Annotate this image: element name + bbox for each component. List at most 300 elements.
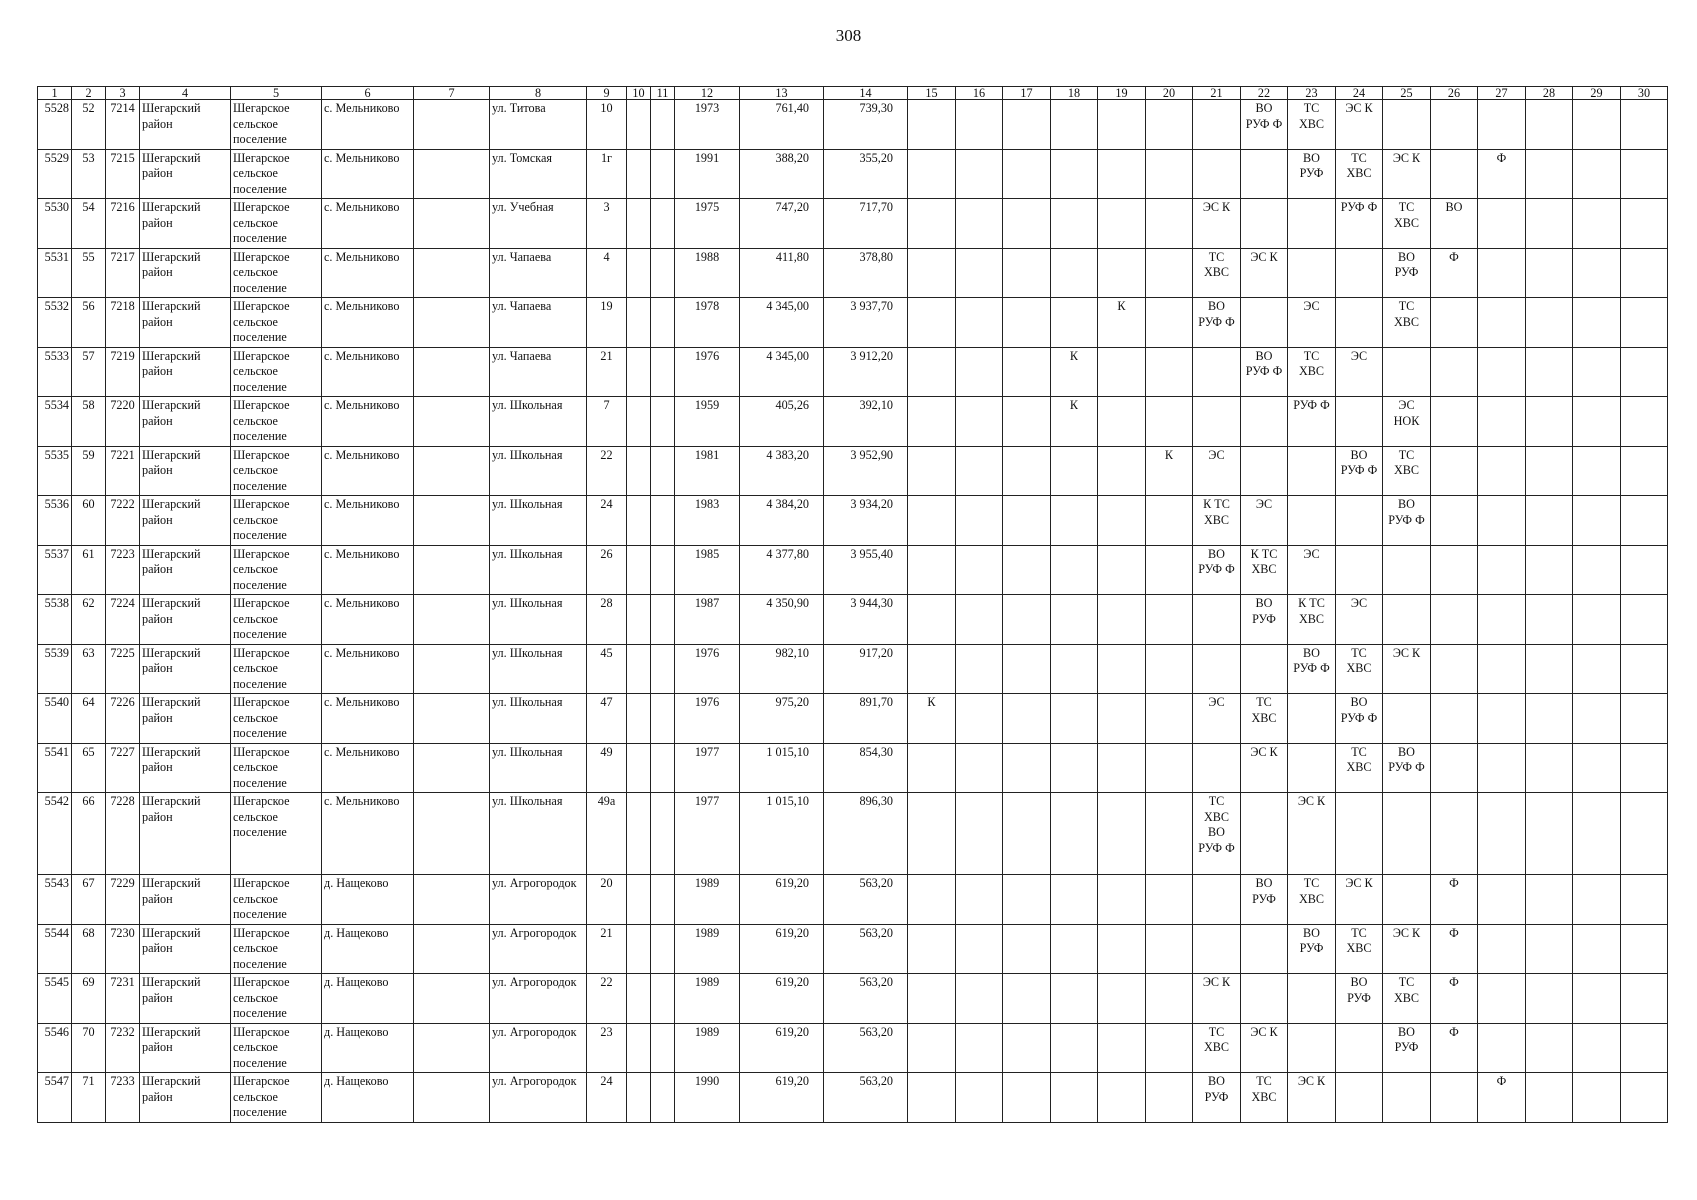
table-cell (651, 100, 675, 150)
table-cell (1051, 298, 1098, 348)
table-cell: ул. Учебная (490, 199, 587, 249)
table-cell: ВО РУФ Ф (1383, 496, 1431, 546)
table-cell: ВО РУФ (1193, 1073, 1241, 1123)
table-row (38, 875, 1668, 925)
table-cell (1146, 974, 1193, 1024)
table-cell: Шегарский район (140, 1073, 231, 1123)
column-header: 19 (1098, 87, 1146, 100)
table-cell: 7217 (106, 248, 140, 298)
table-cell: Шегарский район (140, 694, 231, 744)
table-cell: 1 015,10 (740, 793, 824, 875)
table-cell (1431, 149, 1478, 199)
table-cell (1621, 149, 1668, 199)
table-cell: К ТС ХВС (1193, 496, 1241, 546)
table-cell (1193, 644, 1241, 694)
table-cell (1526, 496, 1573, 546)
table-cell (1621, 595, 1668, 645)
column-header: 16 (956, 87, 1003, 100)
table-cell (956, 397, 1003, 447)
table-cell (1146, 1073, 1193, 1123)
table-cell (1003, 694, 1051, 744)
table-cell: 7233 (106, 1073, 140, 1123)
table-cell: 1989 (675, 924, 740, 974)
table-cell (1573, 298, 1621, 348)
table-cell: д. Нащеково (322, 1023, 414, 1073)
table-cell: 4 383,20 (740, 446, 824, 496)
table-cell (1478, 298, 1526, 348)
table-cell (908, 149, 956, 199)
table-cell (1003, 347, 1051, 397)
table-cell: 1959 (675, 397, 740, 447)
table-cell: 3 952,90 (824, 446, 908, 496)
table-cell: 378,80 (824, 248, 908, 298)
table-cell: ул. Томская (490, 149, 587, 199)
table-cell: 22 (587, 974, 627, 1024)
table-cell: ТС ХВС (1383, 974, 1431, 1024)
table-cell: 55 (72, 248, 106, 298)
table-row (38, 743, 1668, 793)
table-cell (956, 149, 1003, 199)
table-cell: с. Мельниково (322, 496, 414, 546)
table-cell (1526, 595, 1573, 645)
table-cell: с. Мельниково (322, 149, 414, 199)
table-cell: Шегарское сельское поселение (231, 793, 322, 875)
table-cell: с. Мельниково (322, 694, 414, 744)
table-cell (1478, 644, 1526, 694)
column-header: 11 (651, 87, 675, 100)
table-cell (1573, 397, 1621, 447)
table-row (38, 924, 1668, 974)
table-cell (1621, 1073, 1668, 1123)
table-cell: 5541 (38, 743, 72, 793)
table-cell: 71 (72, 1073, 106, 1123)
table-cell: Шегарское сельское поселение (231, 397, 322, 447)
table-cell (1146, 347, 1193, 397)
table-row (38, 1023, 1668, 1073)
table-cell: Шегарский район (140, 924, 231, 974)
table-cell: 4 377,80 (740, 545, 824, 595)
table-cell: 1978 (675, 298, 740, 348)
table-cell (1146, 694, 1193, 744)
table-cell: 563,20 (824, 1073, 908, 1123)
column-header: 28 (1526, 87, 1573, 100)
table-cell (414, 100, 490, 150)
table-cell (1241, 793, 1288, 875)
table-cell (1573, 595, 1621, 645)
table-cell (1051, 100, 1098, 150)
table-row (38, 974, 1668, 1024)
table-cell (956, 100, 1003, 150)
table-cell: ТС ХВС (1241, 694, 1288, 744)
table-cell: с. Мельниково (322, 545, 414, 595)
table-cell (1621, 924, 1668, 974)
table-cell: Ф (1478, 149, 1526, 199)
table-cell: 1989 (675, 875, 740, 925)
table-cell (651, 298, 675, 348)
table-cell: ТС ХВС (1336, 644, 1383, 694)
table-cell (1098, 545, 1146, 595)
table-cell: с. Мельниково (322, 446, 414, 496)
table-cell: Шегарский район (140, 397, 231, 447)
table-cell: 7226 (106, 694, 140, 744)
table-cell (1241, 397, 1288, 447)
table-cell (956, 743, 1003, 793)
table-cell: 739,30 (824, 100, 908, 150)
table-cell: д. Нащеково (322, 875, 414, 925)
table-cell (627, 545, 651, 595)
table-cell: 5536 (38, 496, 72, 546)
table-cell (1573, 924, 1621, 974)
table-cell (1431, 694, 1478, 744)
table-cell (1098, 694, 1146, 744)
table-cell: ул. Агрогородок (490, 875, 587, 925)
table-cell: 7215 (106, 149, 140, 199)
table-cell: ул. Агрогородок (490, 924, 587, 974)
table-cell (1193, 875, 1241, 925)
table-cell: 7222 (106, 496, 140, 546)
table-cell: 7231 (106, 974, 140, 1024)
table-cell: 1988 (675, 248, 740, 298)
table-cell (1336, 1023, 1383, 1073)
table-cell (651, 248, 675, 298)
table-cell (627, 397, 651, 447)
column-header: 3 (106, 87, 140, 100)
table-cell: 61 (72, 545, 106, 595)
table-cell (1526, 149, 1573, 199)
table-cell: 49 (587, 743, 627, 793)
table-cell (414, 545, 490, 595)
table-cell: 563,20 (824, 974, 908, 1024)
table-row (38, 149, 1668, 199)
table-cell (908, 397, 956, 447)
table-cell: 619,20 (740, 924, 824, 974)
table-cell: 1991 (675, 149, 740, 199)
table-cell: ЭС К (1241, 248, 1288, 298)
table-cell: Шегарское сельское поселение (231, 446, 322, 496)
table-cell (908, 298, 956, 348)
column-header: 17 (1003, 87, 1051, 100)
table-row (38, 248, 1668, 298)
table-cell (1003, 793, 1051, 875)
table-cell: Шегарский район (140, 545, 231, 595)
table-cell (1098, 347, 1146, 397)
table-cell: 47 (587, 694, 627, 744)
table-cell (956, 248, 1003, 298)
table-cell: ТС ХВС ВО РУФ Ф (1193, 793, 1241, 875)
table-cell (1526, 100, 1573, 150)
table-cell (1573, 496, 1621, 546)
table-cell: 28 (587, 595, 627, 645)
table-cell (1431, 100, 1478, 150)
table-cell (1478, 694, 1526, 744)
table-cell (1003, 595, 1051, 645)
table-cell (627, 924, 651, 974)
table-cell: 52 (72, 100, 106, 150)
table-cell: Шегарское сельское поселение (231, 347, 322, 397)
table-cell (1288, 199, 1336, 249)
table-cell: 67 (72, 875, 106, 925)
table-cell: 1977 (675, 743, 740, 793)
table-cell (1526, 974, 1573, 1024)
table-cell: ул. Агрогородок (490, 1023, 587, 1073)
table-cell (1573, 644, 1621, 694)
table-cell: ул. Школьная (490, 644, 587, 694)
table-cell (1336, 1073, 1383, 1123)
table-cell (1526, 248, 1573, 298)
table-cell (1478, 397, 1526, 447)
table-cell: 7225 (106, 644, 140, 694)
table-cell (1573, 694, 1621, 744)
table-cell (1003, 924, 1051, 974)
table-cell (1288, 743, 1336, 793)
table-cell (1288, 446, 1336, 496)
table-cell: ВО РУФ (1383, 1023, 1431, 1073)
table-row (38, 694, 1668, 744)
table-cell (651, 644, 675, 694)
table-cell (1621, 248, 1668, 298)
table-cell (1573, 1023, 1621, 1073)
table-cell (627, 743, 651, 793)
table-cell: 619,20 (740, 875, 824, 925)
table-cell: 49а (587, 793, 627, 875)
table-cell: 747,20 (740, 199, 824, 249)
header-row (38, 87, 1668, 100)
table-cell: 5547 (38, 1073, 72, 1123)
table-cell: 1985 (675, 545, 740, 595)
table-cell (1383, 347, 1431, 397)
table-cell (414, 298, 490, 348)
table-cell: 7221 (106, 446, 140, 496)
table-cell (1146, 743, 1193, 793)
table-cell: 7229 (106, 875, 140, 925)
table-cell: 5538 (38, 595, 72, 645)
table-cell (1051, 1023, 1098, 1073)
table-row (38, 1073, 1668, 1123)
table-cell (908, 545, 956, 595)
table-cell (1098, 100, 1146, 150)
table-cell: Шегарский район (140, 496, 231, 546)
table-cell (908, 446, 956, 496)
table-cell: Шегарский район (140, 248, 231, 298)
table-cell (1003, 974, 1051, 1024)
table-cell: ЭС К (1336, 100, 1383, 150)
table-cell: ВО РУФ (1383, 248, 1431, 298)
table-cell (1573, 149, 1621, 199)
table-cell: с. Мельниково (322, 347, 414, 397)
table-cell: 23 (587, 1023, 627, 1073)
table-cell: ВО РУФ Ф (1288, 644, 1336, 694)
table-cell: 1977 (675, 793, 740, 875)
table-cell (1621, 1023, 1668, 1073)
table-cell (1003, 149, 1051, 199)
table-cell: 1981 (675, 446, 740, 496)
table-cell: ТС ХВС (1383, 298, 1431, 348)
table-cell (1288, 694, 1336, 744)
table-cell: ЭС (1336, 595, 1383, 645)
table-cell (414, 149, 490, 199)
table-cell: 7216 (106, 199, 140, 249)
table-cell: 3 937,70 (824, 298, 908, 348)
table-cell (1051, 743, 1098, 793)
table-cell (956, 875, 1003, 925)
table-cell: 388,20 (740, 149, 824, 199)
table-cell: РУФ Ф (1336, 199, 1383, 249)
table-cell (1098, 446, 1146, 496)
table-cell: ул. Чапаева (490, 298, 587, 348)
column-header: 23 (1288, 87, 1336, 100)
table-cell: ВО (1431, 199, 1478, 249)
table-cell: 1989 (675, 1023, 740, 1073)
table-cell (1383, 1073, 1431, 1123)
table-row (38, 100, 1668, 150)
table-cell (1431, 743, 1478, 793)
column-header: 7 (414, 87, 490, 100)
table-cell: 563,20 (824, 924, 908, 974)
table-cell (1003, 298, 1051, 348)
table-cell (1098, 924, 1146, 974)
table-cell: ул. Чапаева (490, 248, 587, 298)
table-cell (1193, 149, 1241, 199)
table-cell: 917,20 (824, 644, 908, 694)
column-header: 9 (587, 87, 627, 100)
table-cell: 4 (587, 248, 627, 298)
table-cell (651, 694, 675, 744)
table-cell: ТС ХВС (1288, 347, 1336, 397)
table-cell (1621, 743, 1668, 793)
table-cell (1003, 1023, 1051, 1073)
table-cell (1383, 875, 1431, 925)
table-cell (414, 1023, 490, 1073)
table-cell: 21 (587, 347, 627, 397)
table-cell (1051, 248, 1098, 298)
table-cell: с. Мельниково (322, 595, 414, 645)
table-cell: 7220 (106, 397, 140, 447)
table-row (38, 644, 1668, 694)
table-cell (1098, 1073, 1146, 1123)
table-cell (1573, 974, 1621, 1024)
table-cell (1146, 1023, 1193, 1073)
table-cell: Шегарское сельское поселение (231, 149, 322, 199)
table-cell (1146, 924, 1193, 974)
table-cell (1098, 496, 1146, 546)
table-cell: 24 (587, 1073, 627, 1123)
table-cell (1573, 347, 1621, 397)
table-cell (1478, 1023, 1526, 1073)
table-cell (1526, 397, 1573, 447)
table-cell: Шегарский район (140, 149, 231, 199)
table-cell: К (1146, 446, 1193, 496)
table-cell: ВО РУФ (1288, 149, 1336, 199)
table-cell: Шегарское сельское поселение (231, 1023, 322, 1073)
table-cell (1098, 595, 1146, 645)
table-cell: ул. Школьная (490, 496, 587, 546)
table-cell: ВО РУФ (1336, 974, 1383, 1024)
table-cell: 62 (72, 595, 106, 645)
table-cell (651, 545, 675, 595)
table-cell: 5537 (38, 545, 72, 595)
table-cell: ЭС (1193, 446, 1241, 496)
table-row (38, 397, 1668, 447)
table-cell (956, 298, 1003, 348)
table-cell: ул. Школьная (490, 545, 587, 595)
table-cell (1241, 446, 1288, 496)
table-row (38, 298, 1668, 348)
table-cell (1193, 743, 1241, 793)
table-cell: 58 (72, 397, 106, 447)
table-cell: ТС ХВС (1336, 743, 1383, 793)
table-cell (627, 1023, 651, 1073)
table-cell (1573, 793, 1621, 875)
table-cell (1526, 875, 1573, 925)
column-header: 10 (627, 87, 651, 100)
table-cell (1051, 545, 1098, 595)
table-cell (414, 694, 490, 744)
table-cell (1288, 248, 1336, 298)
table-cell: 1г (587, 149, 627, 199)
table-cell: д. Нащеково (322, 1073, 414, 1123)
table-cell (1431, 298, 1478, 348)
table-cell: 717,70 (824, 199, 908, 249)
table-cell (908, 793, 956, 875)
table-cell (1003, 644, 1051, 694)
table-cell: ЭС К (1288, 793, 1336, 875)
table-cell: ЭС (1288, 298, 1336, 348)
table-cell: К ТС ХВС (1288, 595, 1336, 645)
table-cell: ЭС К (1193, 199, 1241, 249)
table-cell: Шегарский район (140, 1023, 231, 1073)
table-cell: 4 384,20 (740, 496, 824, 546)
table-cell (1146, 793, 1193, 875)
table-cell: ул. Школьная (490, 694, 587, 744)
table-cell: 5544 (38, 924, 72, 974)
table-cell: К (1098, 298, 1146, 348)
table-cell (908, 347, 956, 397)
table-cell (1621, 298, 1668, 348)
column-header: 2 (72, 87, 106, 100)
table-cell (1621, 644, 1668, 694)
table-cell (1193, 595, 1241, 645)
table-cell: 891,70 (824, 694, 908, 744)
table-cell (1621, 100, 1668, 150)
column-header: 29 (1573, 87, 1621, 100)
table-cell: 392,10 (824, 397, 908, 447)
table-cell: 5539 (38, 644, 72, 694)
table-cell (1051, 496, 1098, 546)
table-cell (651, 1023, 675, 1073)
table-cell: 7230 (106, 924, 140, 974)
table-cell (1478, 446, 1526, 496)
table-cell (1098, 248, 1146, 298)
table-cell: Шегарский район (140, 974, 231, 1024)
table-cell: ЭС (1241, 496, 1288, 546)
table-cell (1146, 298, 1193, 348)
column-header: 14 (824, 87, 908, 100)
table-cell (1193, 347, 1241, 397)
table-cell: 896,30 (824, 793, 908, 875)
table-cell: 4 350,90 (740, 595, 824, 645)
table-cell (1526, 743, 1573, 793)
table-cell: К (1051, 397, 1098, 447)
column-header: 20 (1146, 87, 1193, 100)
table-cell: Шегарское сельское поселение (231, 298, 322, 348)
table-cell: Шегарский район (140, 793, 231, 875)
table-cell: 5530 (38, 199, 72, 249)
table-cell (1336, 397, 1383, 447)
table-cell (1621, 347, 1668, 397)
table-cell (908, 875, 956, 925)
table-cell: ЭС К (1288, 1073, 1336, 1123)
table-cell (1003, 446, 1051, 496)
